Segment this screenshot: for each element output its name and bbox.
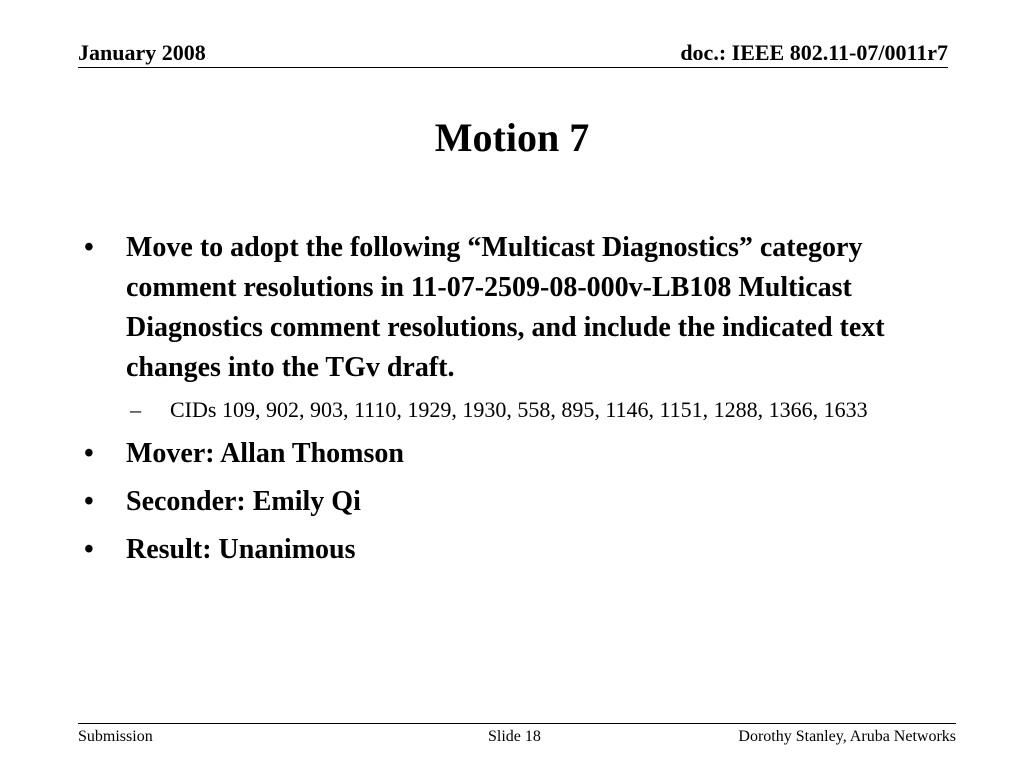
- footer-slide-number: Slide 18: [488, 728, 541, 745]
- bullet-marker: •: [84, 438, 94, 469]
- footer-author: Dorothy Stanley, Aruba Networks: [738, 728, 956, 745]
- bullet-seconder-text: Seconder: Emily Qi: [126, 486, 361, 517]
- bullet-result-text: Result: Unanimous: [126, 534, 356, 565]
- footer-submission: Submission: [78, 728, 153, 745]
- bullet-seconder: [84, 482, 954, 522]
- bullet-marker: •: [84, 534, 94, 565]
- header-doc-id: doc.: IEEE 802.11-07/0011r7: [680, 40, 948, 65]
- bullet-motion: [84, 228, 954, 388]
- sub-bullet-cids: [84, 394, 954, 426]
- bullet-mover-text: Mover: Allan Thomson: [126, 438, 404, 469]
- bullet-mover: [84, 434, 954, 474]
- header-date: January 2008: [78, 40, 206, 65]
- slide-title: Motion 7: [434, 115, 590, 160]
- header-divider: [78, 67, 948, 68]
- sub-bullet-cids-text: CIDs 109, 902, 903, 1110, 1929, 1930, 558, 895, 1146, 1151, 1288, 1366, 1633: [170, 397, 868, 422]
- slide-body: [84, 228, 954, 570]
- bullet-result: [84, 530, 954, 570]
- dash-marker: –: [130, 397, 141, 422]
- footer-divider: [78, 723, 956, 724]
- bullet-marker: •: [84, 486, 94, 517]
- bullet-marker: •: [84, 232, 94, 263]
- bullet-motion-text: Move to adopt the following “Multicast Diagnostics” category comment resolutions in 11-07-2509-08-000v-LB108 Multicast Diagnostics comment resolutions, and include the indicated text changes into the TGv draft.: [126, 232, 885, 383]
